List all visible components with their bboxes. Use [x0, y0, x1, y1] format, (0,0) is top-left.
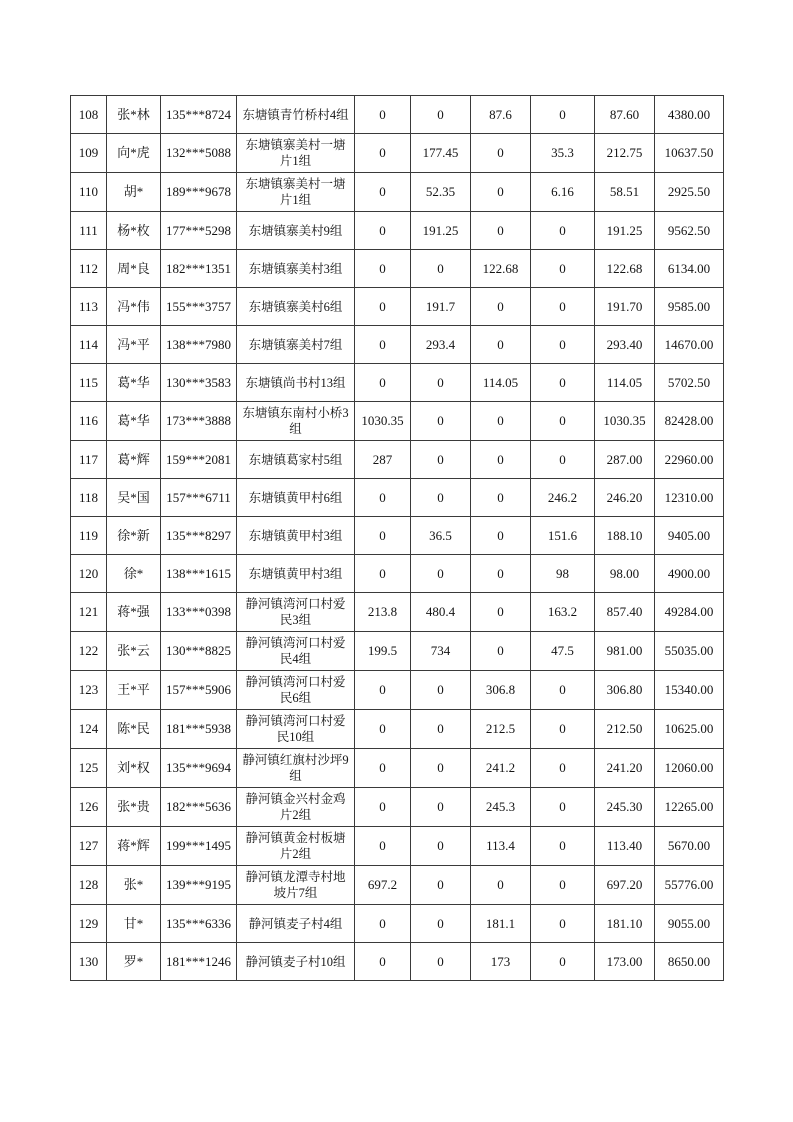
phone-cell: 157***5906 — [161, 671, 237, 710]
value4-cell: 0 — [531, 749, 595, 788]
name-cell: 葛*华 — [107, 364, 161, 402]
name-cell: 张*林 — [107, 96, 161, 134]
value4-cell: 0 — [531, 250, 595, 288]
value2-cell: 0 — [411, 749, 471, 788]
total-cell: 857.40 — [595, 593, 655, 632]
table-row — [71, 441, 724, 479]
value4-cell: 0 — [531, 441, 595, 479]
value4-cell: 0 — [531, 96, 595, 134]
value4-cell: 0 — [531, 671, 595, 710]
table-row — [71, 479, 724, 517]
total-cell: 181.10 — [595, 905, 655, 943]
amount-cell: 4900.00 — [655, 555, 724, 593]
name-cell: 徐*新 — [107, 517, 161, 555]
amount-cell: 9585.00 — [655, 288, 724, 326]
total-cell: 87.60 — [595, 96, 655, 134]
address-cell: 静河镇湾河口村爱民4组 — [237, 632, 355, 671]
table-row — [71, 96, 724, 134]
value1-cell: 0 — [355, 479, 411, 517]
table-row — [71, 632, 724, 671]
phone-cell: 138***7980 — [161, 326, 237, 364]
row-number-cell: 130 — [71, 943, 107, 981]
row-number-cell: 120 — [71, 555, 107, 593]
address-cell: 静河镇湾河口村爱民10组 — [237, 710, 355, 749]
value4-cell: 0 — [531, 326, 595, 364]
table-row — [71, 134, 724, 173]
phone-cell: 159***2081 — [161, 441, 237, 479]
value1-cell: 0 — [355, 96, 411, 134]
value4-cell: 98 — [531, 555, 595, 593]
total-cell: 58.51 — [595, 173, 655, 212]
address-cell: 静河镇麦子村10组 — [237, 943, 355, 981]
name-cell: 刘*权 — [107, 749, 161, 788]
value4-cell: 151.6 — [531, 517, 595, 555]
address-cell: 静河镇龙潭寺村地坡片7组 — [237, 866, 355, 905]
value4-cell: 0 — [531, 364, 595, 402]
value4-cell: 0 — [531, 943, 595, 981]
address-cell: 东塘镇寨美村一塘片1组 — [237, 173, 355, 212]
address-cell: 东塘镇寨美村9组 — [237, 212, 355, 250]
value1-cell: 0 — [355, 555, 411, 593]
phone-cell: 189***9678 — [161, 173, 237, 212]
payment-table — [70, 95, 724, 981]
value4-cell: 0 — [531, 710, 595, 749]
row-number-cell: 112 — [71, 250, 107, 288]
address-cell: 静河镇金兴村金鸡片2组 — [237, 788, 355, 827]
amount-cell: 10625.00 — [655, 710, 724, 749]
value2-cell: 177.45 — [411, 134, 471, 173]
table-row — [71, 212, 724, 250]
total-cell: 191.70 — [595, 288, 655, 326]
total-cell: 241.20 — [595, 749, 655, 788]
value1-cell: 0 — [355, 905, 411, 943]
address-cell: 静河镇湾河口村爱民6组 — [237, 671, 355, 710]
value2-cell: 734 — [411, 632, 471, 671]
value1-cell: 0 — [355, 326, 411, 364]
value1-cell: 0 — [355, 827, 411, 866]
value3-cell: 0 — [471, 479, 531, 517]
table-row — [71, 905, 724, 943]
phone-cell: 132***5088 — [161, 134, 237, 173]
table-row — [71, 749, 724, 788]
amount-cell: 55035.00 — [655, 632, 724, 671]
table-row — [71, 326, 724, 364]
value4-cell: 0 — [531, 402, 595, 441]
table-row — [71, 517, 724, 555]
amount-cell: 82428.00 — [655, 402, 724, 441]
name-cell: 罗* — [107, 943, 161, 981]
total-cell: 188.10 — [595, 517, 655, 555]
value2-cell: 293.4 — [411, 326, 471, 364]
row-number-cell: 126 — [71, 788, 107, 827]
amount-cell: 6134.00 — [655, 250, 724, 288]
phone-cell: 135***6336 — [161, 905, 237, 943]
total-cell: 173.00 — [595, 943, 655, 981]
phone-cell: 177***5298 — [161, 212, 237, 250]
name-cell: 张*云 — [107, 632, 161, 671]
value3-cell: 0 — [471, 555, 531, 593]
amount-cell: 55776.00 — [655, 866, 724, 905]
value1-cell: 0 — [355, 788, 411, 827]
address-cell: 东塘镇尚书村13组 — [237, 364, 355, 402]
table-row — [71, 943, 724, 981]
name-cell: 蒋*强 — [107, 593, 161, 632]
value1-cell: 0 — [355, 288, 411, 326]
table-row — [71, 173, 724, 212]
table-row — [71, 593, 724, 632]
row-number-cell: 118 — [71, 479, 107, 517]
name-cell: 葛*华 — [107, 402, 161, 441]
row-number-cell: 119 — [71, 517, 107, 555]
value1-cell: 1030.35 — [355, 402, 411, 441]
value3-cell: 0 — [471, 173, 531, 212]
name-cell: 陈*民 — [107, 710, 161, 749]
phone-cell: 199***1495 — [161, 827, 237, 866]
address-cell: 静河镇湾河口村爱民3组 — [237, 593, 355, 632]
value2-cell: 191.25 — [411, 212, 471, 250]
name-cell: 张* — [107, 866, 161, 905]
value1-cell: 287 — [355, 441, 411, 479]
address-cell: 东塘镇寨美村7组 — [237, 326, 355, 364]
address-cell: 东塘镇黄甲村3组 — [237, 555, 355, 593]
table-row — [71, 364, 724, 402]
total-cell: 114.05 — [595, 364, 655, 402]
value4-cell: 6.16 — [531, 173, 595, 212]
value1-cell: 199.5 — [355, 632, 411, 671]
value1-cell: 0 — [355, 364, 411, 402]
value4-cell: 0 — [531, 288, 595, 326]
table-row — [71, 250, 724, 288]
address-cell: 东塘镇葛家村5组 — [237, 441, 355, 479]
table-row — [71, 555, 724, 593]
table-row — [71, 288, 724, 326]
phone-cell: 130***3583 — [161, 364, 237, 402]
name-cell: 周*良 — [107, 250, 161, 288]
amount-cell: 15340.00 — [655, 671, 724, 710]
value3-cell: 87.6 — [471, 96, 531, 134]
value1-cell: 0 — [355, 710, 411, 749]
phone-cell: 182***1351 — [161, 250, 237, 288]
row-number-cell: 123 — [71, 671, 107, 710]
value2-cell: 0 — [411, 788, 471, 827]
value2-cell: 0 — [411, 671, 471, 710]
table-row — [71, 402, 724, 441]
value4-cell: 0 — [531, 827, 595, 866]
total-cell: 212.75 — [595, 134, 655, 173]
amount-cell: 9562.50 — [655, 212, 724, 250]
value3-cell: 0 — [471, 326, 531, 364]
table-row — [71, 866, 724, 905]
value4-cell: 163.2 — [531, 593, 595, 632]
row-number-cell: 111 — [71, 212, 107, 250]
phone-cell: 173***3888 — [161, 402, 237, 441]
table-row — [71, 710, 724, 749]
address-cell: 静河镇麦子村4组 — [237, 905, 355, 943]
value3-cell: 0 — [471, 593, 531, 632]
value3-cell: 0 — [471, 866, 531, 905]
value3-cell: 122.68 — [471, 250, 531, 288]
total-cell: 212.50 — [595, 710, 655, 749]
value2-cell: 52.35 — [411, 173, 471, 212]
value3-cell: 0 — [471, 632, 531, 671]
value4-cell: 246.2 — [531, 479, 595, 517]
row-number-cell: 114 — [71, 326, 107, 364]
value2-cell: 0 — [411, 96, 471, 134]
value1-cell: 0 — [355, 173, 411, 212]
phone-cell: 139***9195 — [161, 866, 237, 905]
address-cell: 东塘镇黄甲村6组 — [237, 479, 355, 517]
value3-cell: 181.1 — [471, 905, 531, 943]
address-cell: 东塘镇青竹桥村4组 — [237, 96, 355, 134]
value1-cell: 0 — [355, 134, 411, 173]
phone-cell: 133***0398 — [161, 593, 237, 632]
amount-cell: 4380.00 — [655, 96, 724, 134]
value2-cell: 0 — [411, 943, 471, 981]
value1-cell: 0 — [355, 671, 411, 710]
address-cell: 东塘镇黄甲村3组 — [237, 517, 355, 555]
row-number-cell: 113 — [71, 288, 107, 326]
name-cell: 王*平 — [107, 671, 161, 710]
table-row — [71, 671, 724, 710]
amount-cell: 2925.50 — [655, 173, 724, 212]
value2-cell: 0 — [411, 710, 471, 749]
name-cell: 冯*平 — [107, 326, 161, 364]
row-number-cell: 127 — [71, 827, 107, 866]
table-row — [71, 788, 724, 827]
amount-cell: 12310.00 — [655, 479, 724, 517]
total-cell: 287.00 — [595, 441, 655, 479]
total-cell: 245.30 — [595, 788, 655, 827]
value3-cell: 0 — [471, 441, 531, 479]
total-cell: 981.00 — [595, 632, 655, 671]
name-cell: 冯*伟 — [107, 288, 161, 326]
row-number-cell: 129 — [71, 905, 107, 943]
amount-cell: 5702.50 — [655, 364, 724, 402]
value2-cell: 0 — [411, 364, 471, 402]
name-cell: 徐* — [107, 555, 161, 593]
value2-cell: 0 — [411, 555, 471, 593]
total-cell: 293.40 — [595, 326, 655, 364]
table-body — [71, 96, 724, 981]
total-cell: 246.20 — [595, 479, 655, 517]
value4-cell: 0 — [531, 212, 595, 250]
amount-cell: 9405.00 — [655, 517, 724, 555]
value3-cell: 0 — [471, 517, 531, 555]
value3-cell: 114.05 — [471, 364, 531, 402]
value3-cell: 0 — [471, 212, 531, 250]
phone-cell: 157***6711 — [161, 479, 237, 517]
row-number-cell: 117 — [71, 441, 107, 479]
row-number-cell: 124 — [71, 710, 107, 749]
amount-cell: 9055.00 — [655, 905, 724, 943]
row-number-cell: 116 — [71, 402, 107, 441]
address-cell: 静河镇红旗村沙坪9组 — [237, 749, 355, 788]
address-cell: 东塘镇寨美村6组 — [237, 288, 355, 326]
amount-cell: 49284.00 — [655, 593, 724, 632]
phone-cell: 155***3757 — [161, 288, 237, 326]
value4-cell: 35.3 — [531, 134, 595, 173]
name-cell: 向*虎 — [107, 134, 161, 173]
value2-cell: 0 — [411, 441, 471, 479]
phone-cell: 130***8825 — [161, 632, 237, 671]
amount-cell: 22960.00 — [655, 441, 724, 479]
value4-cell: 0 — [531, 788, 595, 827]
value2-cell: 480.4 — [411, 593, 471, 632]
total-cell: 191.25 — [595, 212, 655, 250]
phone-cell: 181***1246 — [161, 943, 237, 981]
total-cell: 98.00 — [595, 555, 655, 593]
name-cell: 张*贵 — [107, 788, 161, 827]
value2-cell: 0 — [411, 402, 471, 441]
table-row — [71, 827, 724, 866]
name-cell: 蒋*辉 — [107, 827, 161, 866]
phone-cell: 135***9694 — [161, 749, 237, 788]
total-cell: 113.40 — [595, 827, 655, 866]
value3-cell: 0 — [471, 288, 531, 326]
value2-cell: 0 — [411, 866, 471, 905]
total-cell: 306.80 — [595, 671, 655, 710]
value2-cell: 191.7 — [411, 288, 471, 326]
value2-cell: 0 — [411, 250, 471, 288]
total-cell: 122.68 — [595, 250, 655, 288]
value1-cell: 697.2 — [355, 866, 411, 905]
phone-cell: 182***5636 — [161, 788, 237, 827]
address-cell: 静河镇黄金村板塘片2组 — [237, 827, 355, 866]
name-cell: 葛*辉 — [107, 441, 161, 479]
row-number-cell: 108 — [71, 96, 107, 134]
address-cell: 东塘镇寨美村一塘片1组 — [237, 134, 355, 173]
row-number-cell: 128 — [71, 866, 107, 905]
value4-cell: 0 — [531, 905, 595, 943]
value3-cell: 306.8 — [471, 671, 531, 710]
total-cell: 1030.35 — [595, 402, 655, 441]
value3-cell: 241.2 — [471, 749, 531, 788]
value2-cell: 0 — [411, 479, 471, 517]
value1-cell: 0 — [355, 250, 411, 288]
name-cell: 胡* — [107, 173, 161, 212]
amount-cell: 8650.00 — [655, 943, 724, 981]
amount-cell: 5670.00 — [655, 827, 724, 866]
row-number-cell: 122 — [71, 632, 107, 671]
address-cell: 东塘镇东南村小桥3组 — [237, 402, 355, 441]
name-cell: 杨*枚 — [107, 212, 161, 250]
value3-cell: 113.4 — [471, 827, 531, 866]
row-number-cell: 115 — [71, 364, 107, 402]
total-cell: 697.20 — [595, 866, 655, 905]
amount-cell: 12060.00 — [655, 749, 724, 788]
phone-cell: 135***8297 — [161, 517, 237, 555]
value3-cell: 173 — [471, 943, 531, 981]
value2-cell: 0 — [411, 905, 471, 943]
phone-cell: 138***1615 — [161, 555, 237, 593]
value3-cell: 245.3 — [471, 788, 531, 827]
value1-cell: 0 — [355, 749, 411, 788]
phone-cell: 135***8724 — [161, 96, 237, 134]
value1-cell: 0 — [355, 943, 411, 981]
value1-cell: 213.8 — [355, 593, 411, 632]
value4-cell: 0 — [531, 866, 595, 905]
value2-cell: 0 — [411, 827, 471, 866]
value2-cell: 36.5 — [411, 517, 471, 555]
value3-cell: 212.5 — [471, 710, 531, 749]
amount-cell: 12265.00 — [655, 788, 724, 827]
value3-cell: 0 — [471, 402, 531, 441]
row-number-cell: 125 — [71, 749, 107, 788]
row-number-cell: 110 — [71, 173, 107, 212]
address-cell: 东塘镇寨美村3组 — [237, 250, 355, 288]
name-cell: 甘* — [107, 905, 161, 943]
amount-cell: 10637.50 — [655, 134, 724, 173]
value1-cell: 0 — [355, 212, 411, 250]
phone-cell: 181***5938 — [161, 710, 237, 749]
value1-cell: 0 — [355, 517, 411, 555]
name-cell: 吴*国 — [107, 479, 161, 517]
value4-cell: 47.5 — [531, 632, 595, 671]
row-number-cell: 121 — [71, 593, 107, 632]
row-number-cell: 109 — [71, 134, 107, 173]
amount-cell: 14670.00 — [655, 326, 724, 364]
value3-cell: 0 — [471, 134, 531, 173]
